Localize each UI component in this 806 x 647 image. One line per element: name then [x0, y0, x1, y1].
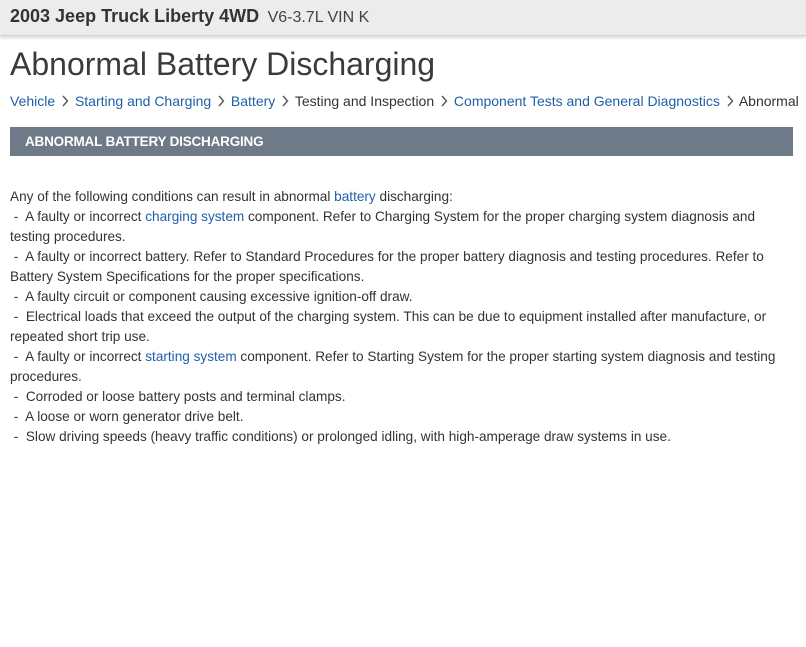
intro-text: Any of the following conditions can result in abnormal	[10, 189, 335, 204]
bullet-text-end: component. Refer to Charging System for the proper charging system diagnosis and testing procedures.	[10, 209, 756, 244]
list-item	[10, 207, 792, 247]
vehicle-name: 2003 Jeep Truck Liberty 4WD	[10, 6, 260, 26]
article-content	[10, 187, 792, 447]
chevron-right-icon	[279, 92, 291, 110]
list-item	[10, 347, 792, 387]
bullet-marker: -	[10, 409, 26, 424]
page-title: Abnormal Battery Discharging	[10, 46, 436, 82]
battery-link[interactable]: battery	[334, 189, 376, 204]
vehicle-header-bar	[0, 0, 806, 36]
section-header: ABNORMAL BATTERY DISCHARGING	[10, 127, 793, 156]
bullet-text: A faulty or incorrect	[25, 349, 146, 364]
bullet-text-end: component. Refer to Starting System for the proper starting system diagnosis and testing procedures.	[10, 349, 776, 384]
charging-system-link[interactable]: charging system	[145, 209, 245, 224]
breadcrumb-item-vehicle[interactable]: Vehicle	[10, 93, 56, 109]
bullet-text: A faulty circuit or component causing excessive ignition-off draw.	[25, 289, 413, 304]
breadcrumb	[10, 92, 806, 110]
list-item	[10, 287, 792, 307]
chevron-right-icon	[59, 92, 71, 110]
list-item	[10, 387, 792, 407]
chevron-right-icon	[724, 92, 736, 110]
bullet-text: A faulty or incorrect battery. Refer to Standard Procedures for the proper battery diagnosis and testing procedures. Refer to Battery System Specifications for the proper specifications.	[10, 249, 764, 284]
starting-system-link[interactable]: starting system	[145, 349, 237, 364]
bullet-marker: -	[10, 289, 26, 304]
chevron-right-icon	[438, 92, 450, 110]
bullet-marker: -	[10, 349, 26, 364]
bullet-marker: -	[10, 309, 26, 324]
breadcrumb-item-component-tests[interactable]: Component Tests and General Diagnostics	[453, 93, 720, 109]
bullet-marker: -	[10, 209, 26, 224]
vehicle-engine: V6-3.7L VIN K	[267, 9, 370, 26]
intro-paragraph	[10, 187, 792, 207]
bullet-marker: -	[10, 429, 26, 444]
list-item	[10, 247, 792, 287]
bullet-text: A faulty or incorrect	[25, 209, 146, 224]
bullet-text: Electrical loads that exceed the output of the charging system. This can be due to equipment installed after manufacture, or repeated short trip use.	[10, 309, 767, 344]
breadcrumb-item-testing-and-inspection: Testing and Inspection	[294, 93, 435, 109]
list-item	[10, 307, 792, 347]
bullet-text: Corroded or loose battery posts and terminal clamps.	[25, 389, 346, 404]
bullet-text: Slow driving speeds (heavy traffic conditions) or prolonged idling, with high-amperage draw systems in use.	[25, 429, 671, 444]
bullet-text: A loose or worn generator drive belt.	[25, 409, 244, 424]
chevron-right-icon	[215, 92, 227, 110]
bullet-marker: -	[10, 389, 26, 404]
list-item	[10, 427, 792, 447]
breadcrumb-item-starting-and-charging[interactable]: Starting and Charging	[74, 93, 212, 109]
breadcrumb-item-battery[interactable]: Battery	[230, 93, 276, 109]
breadcrumb-item-current: Abnormal	[738, 93, 799, 109]
intro-text-end: discharging:	[375, 189, 453, 204]
list-item	[10, 407, 792, 427]
bullet-marker: -	[10, 249, 26, 264]
